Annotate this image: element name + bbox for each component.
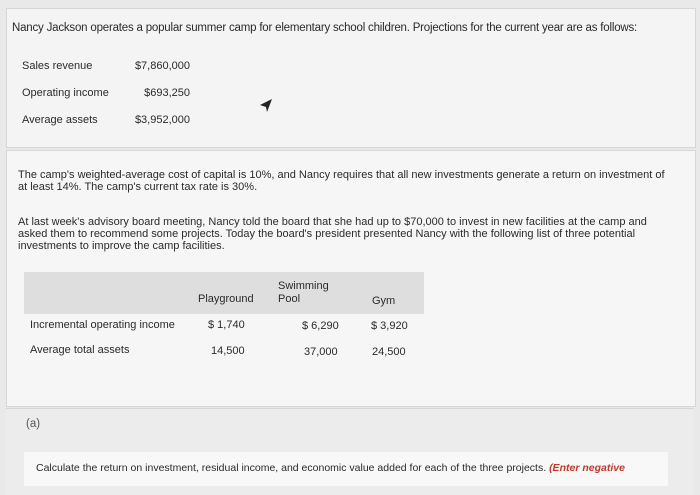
- board-line-2: asked them to recommend some projects. Today the board's president presented Nancy with the following list of three potential: [18, 228, 636, 240]
- proj-label-operating-income: Operating income: [22, 87, 109, 99]
- cell-playground-assets: 14,500: [211, 345, 245, 357]
- col-header-gym: Gym: [372, 295, 396, 307]
- proj-label-sales: Sales revenue: [22, 60, 93, 72]
- cell-pool-assets: 37,000: [304, 346, 338, 358]
- wacc-line-1: The camp's weighted-average cost of capital is 10%, and Nancy requires that all new investments generate a return on investment of: [18, 169, 665, 181]
- wacc-line-2: at least 14%. The camp's current tax rate is 30%.: [18, 181, 258, 193]
- row-label-operating-income: Incremental operating income: [30, 319, 175, 331]
- col-header-pool: Pool: [278, 293, 301, 305]
- mouse-cursor-icon: [258, 96, 276, 116]
- row-label-average-assets: Average total assets: [30, 344, 130, 356]
- instruction-text: [36, 462, 625, 474]
- board-line-1: At last week's advisory board meeting, Nancy told the board that she had up to $70,000 to invest in new facilities at the camp and: [18, 216, 647, 228]
- col-header-swimming: Swimming: [278, 280, 329, 292]
- part-a-label: (a): [26, 418, 41, 430]
- cell-gym-income: $ 3,920: [371, 320, 408, 332]
- instruction-emphasis: (Enter negative: [549, 462, 625, 474]
- proj-value-average-assets: $3,952,000: [134, 114, 190, 126]
- cell-playground-income: $ 1,740: [208, 319, 245, 331]
- proj-value-sales: $7,860,000: [134, 60, 190, 72]
- cell-gym-assets: 24,500: [372, 346, 406, 358]
- proj-label-average-assets: Average assets: [22, 114, 98, 126]
- intro-text: Nancy Jackson operates a popular summer camp for elementary school children. Projections for the current year are as follows:: [12, 22, 638, 34]
- col-header-playground: Playground: [198, 293, 254, 305]
- board-line-3: investments to improve the camp facilities.: [18, 240, 225, 252]
- instruction-main: Calculate the return on investment, residual income, and economic value added for each of the three projects.: [36, 462, 547, 474]
- cell-pool-income: $ 6,290: [302, 320, 339, 332]
- proj-value-operating-income: $693,250: [144, 87, 190, 99]
